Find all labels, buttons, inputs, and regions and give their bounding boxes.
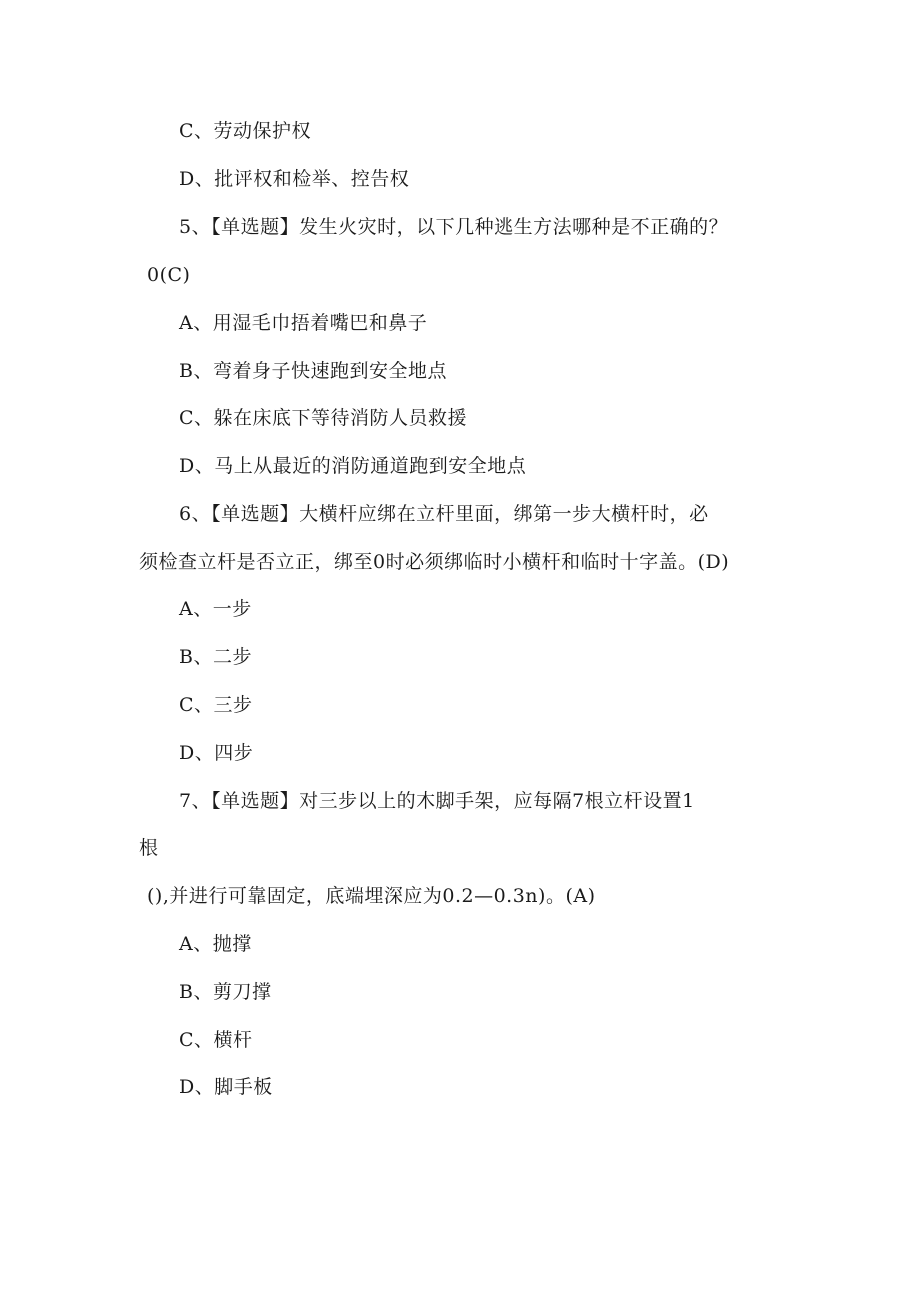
q5-option-a: A、用湿毛巾捂着嘴巴和鼻子 (179, 312, 428, 334)
q6-option-a: A、一步 (179, 598, 252, 620)
q7-option-d: D、脚手板 (179, 1076, 273, 1098)
q6-stem-line1: 6、【单选题】大横杆应绑在立杆里面，绑第一步大横杆时，必 (179, 503, 709, 525)
q5-option-b: B、弯着身子快速跑到安全地点 (179, 360, 447, 382)
q7-stem-line2: 根 (139, 837, 159, 859)
q7-option-b: B、剪刀撑 (179, 981, 272, 1003)
q6-option-c: C、三步 (179, 694, 253, 716)
q5-option-c: C、躲在床底下等待消防人员救援 (179, 407, 468, 429)
q7-stem-line1: 7、【单选题】对三步以上的木脚手架，应每隔7根立杆设置1 (179, 790, 695, 812)
q5-stem-line1: 5、【单选题】发生火灾时，以下几种逃生方法哪种是不正确的？ (179, 216, 729, 238)
q7-stem-line3: (),并进行可靠固定，底端埋深应为0.2—0.3n)。(A) (147, 885, 596, 907)
q6-stem-line2: 须检查立杆是否立正，绑至0时必须绑临时小横杆和临时十字盖。(D) (139, 551, 730, 573)
q6-option-b: B、二步 (179, 646, 252, 668)
q5-option-d: D、马上从最近的消防通道跑到安全地点 (179, 455, 527, 477)
q7-option-a: A、抛撑 (179, 933, 252, 955)
q4-option-c: C、劳动保护权 (179, 120, 312, 142)
q4-option-d: D、批评权和检举、控告权 (179, 168, 410, 190)
q6-option-d: D、四步 (179, 742, 254, 764)
q7-option-c: C、横杆 (179, 1029, 253, 1051)
q5-stem-line2: 0(C) (147, 264, 191, 286)
